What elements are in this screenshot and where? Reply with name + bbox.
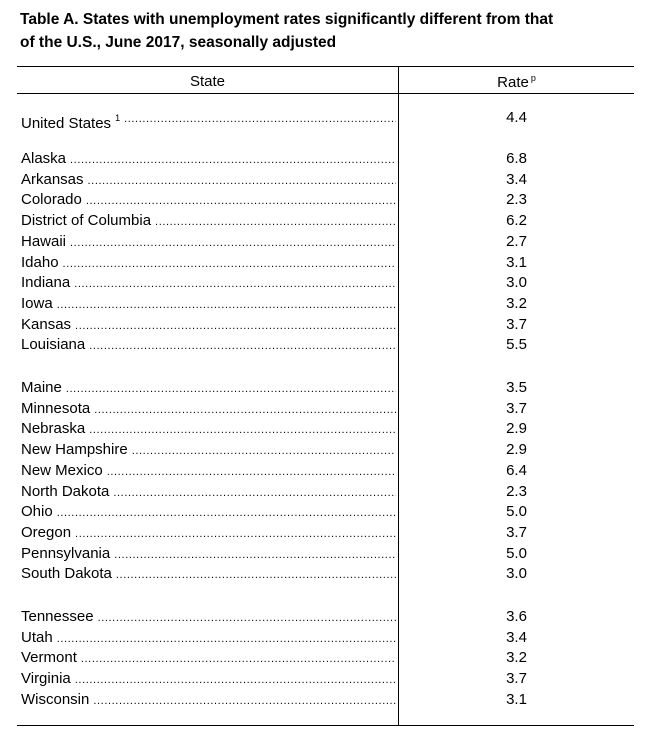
table-title (20, 8, 650, 54)
table-row (17, 294, 634, 315)
row-state: Hawaii (21, 232, 70, 253)
leader-dots (89, 335, 396, 356)
table-row (17, 378, 634, 399)
table-title-line-1: Table A. States with unemployment rates significantly different from that (20, 11, 554, 28)
row-rate: 3.6 (506, 608, 527, 625)
leader-dots (86, 190, 396, 211)
row-rate: 6.8 (506, 150, 527, 167)
row-state: Pennsylvania (21, 544, 114, 565)
row-state: Colorado (21, 190, 86, 211)
row-rate: 2.3 (506, 482, 527, 500)
table-row (17, 461, 634, 482)
table-row (17, 628, 634, 649)
table-row (17, 211, 634, 232)
row-rate: 2.9 (506, 441, 527, 459)
table-row (17, 564, 634, 585)
header-rate-note: p (530, 73, 536, 83)
leader-dots (98, 607, 396, 628)
row-state: Indiana (21, 273, 74, 294)
row-rate: 2.7 (506, 232, 527, 250)
row-rate: 3.1 (506, 253, 527, 271)
table-row (17, 440, 634, 461)
header-rate-label: Rate (497, 74, 529, 91)
row-state: Idaho (21, 253, 63, 274)
row-rate: 3.4 (506, 628, 527, 646)
row-state: Louisiana (21, 335, 89, 356)
row-rate: 3.7 (506, 399, 527, 417)
row-state: Tennessee (21, 607, 98, 628)
leader-dots (94, 399, 396, 420)
row-rate: 5.0 (506, 503, 527, 521)
leader-dots (113, 482, 396, 503)
row-state: Oregon (21, 523, 75, 544)
row-rate: 3.0 (506, 565, 527, 583)
table-row (17, 502, 634, 523)
table-row (17, 523, 634, 544)
row-state: United States (21, 115, 112, 132)
row-state: Kansas (21, 315, 75, 336)
table-row (17, 315, 634, 336)
leader-dots (132, 440, 396, 461)
leader-dots (57, 294, 396, 315)
row-state: Arkansas (21, 170, 88, 191)
leader-dots (74, 273, 396, 294)
row-state: Minnesota (21, 399, 94, 420)
table-row (17, 253, 634, 274)
leader-dots (70, 149, 396, 170)
leader-dots (75, 523, 396, 544)
table-row (17, 399, 634, 420)
leader-dots (124, 108, 396, 135)
row-rate: 5.0 (506, 544, 527, 562)
table-row (17, 482, 634, 503)
row-rate: 4.4 (506, 109, 527, 126)
row-state: Wisconsin (21, 690, 93, 711)
table-row (17, 690, 634, 711)
leader-dots (107, 461, 396, 482)
row-rate: 3.7 (506, 670, 527, 688)
leader-dots (81, 648, 396, 669)
leader-dots (155, 211, 396, 232)
row-rate: 2.3 (506, 191, 527, 209)
row-rate: 3.7 (506, 315, 527, 333)
row-rate: 5.5 (506, 336, 527, 354)
header-rate (399, 73, 634, 91)
row-state: South Dakota (21, 564, 116, 585)
row-rate: 6.2 (506, 212, 527, 230)
row-state: Maine (21, 378, 66, 399)
row-rate: 3.2 (506, 649, 527, 667)
leader-dots (116, 564, 396, 585)
leader-dots (63, 253, 396, 274)
table-row (17, 190, 634, 211)
row-rate: 3.2 (506, 294, 527, 312)
row-state: Virginia (21, 669, 75, 690)
row-state: District of Columbia (21, 211, 155, 232)
table-header (17, 67, 634, 94)
table-row (17, 544, 634, 565)
table-row (17, 273, 634, 294)
unemployment-table (17, 66, 634, 726)
table-row (17, 648, 634, 669)
row-rate: 6.4 (506, 461, 527, 479)
row-state-note: 1 (115, 113, 121, 123)
row-rate: 3.5 (506, 379, 527, 396)
leader-dots (114, 544, 396, 565)
row-state: New Mexico (21, 461, 107, 482)
leader-dots (57, 502, 396, 523)
leader-dots (75, 315, 396, 336)
leader-dots (93, 690, 396, 711)
leader-dots (75, 669, 396, 690)
leader-dots (66, 378, 396, 399)
header-state: State (189, 73, 226, 90)
table-title-line-2: of the U.S., June 2017, seasonally adjusted (20, 34, 337, 51)
row-state: Nebraska (21, 419, 89, 440)
leader-dots (57, 628, 396, 649)
table-row (17, 669, 634, 690)
row-state: New Hampshire (21, 440, 132, 461)
row-rate: 3.7 (506, 523, 527, 541)
row-state: Utah (21, 628, 57, 649)
row-rate: 2.9 (506, 420, 527, 438)
leader-dots (70, 232, 396, 253)
table-row (17, 232, 634, 253)
row-state: Alaska (21, 149, 70, 170)
row-rate: 3.4 (506, 170, 527, 188)
row-rate: 3.1 (506, 690, 527, 708)
table-row (17, 170, 634, 191)
table-row (17, 149, 634, 170)
table-row (17, 607, 634, 628)
table-row (17, 419, 634, 440)
row-rate: 3.0 (506, 274, 527, 292)
row-state: North Dakota (21, 482, 113, 503)
row-state: Ohio (21, 502, 57, 523)
table-row (17, 335, 634, 356)
leader-dots (89, 419, 396, 440)
table-row-us (17, 108, 634, 132)
row-state: Iowa (21, 294, 57, 315)
row-state: Vermont (21, 648, 81, 669)
leader-dots (88, 170, 396, 191)
